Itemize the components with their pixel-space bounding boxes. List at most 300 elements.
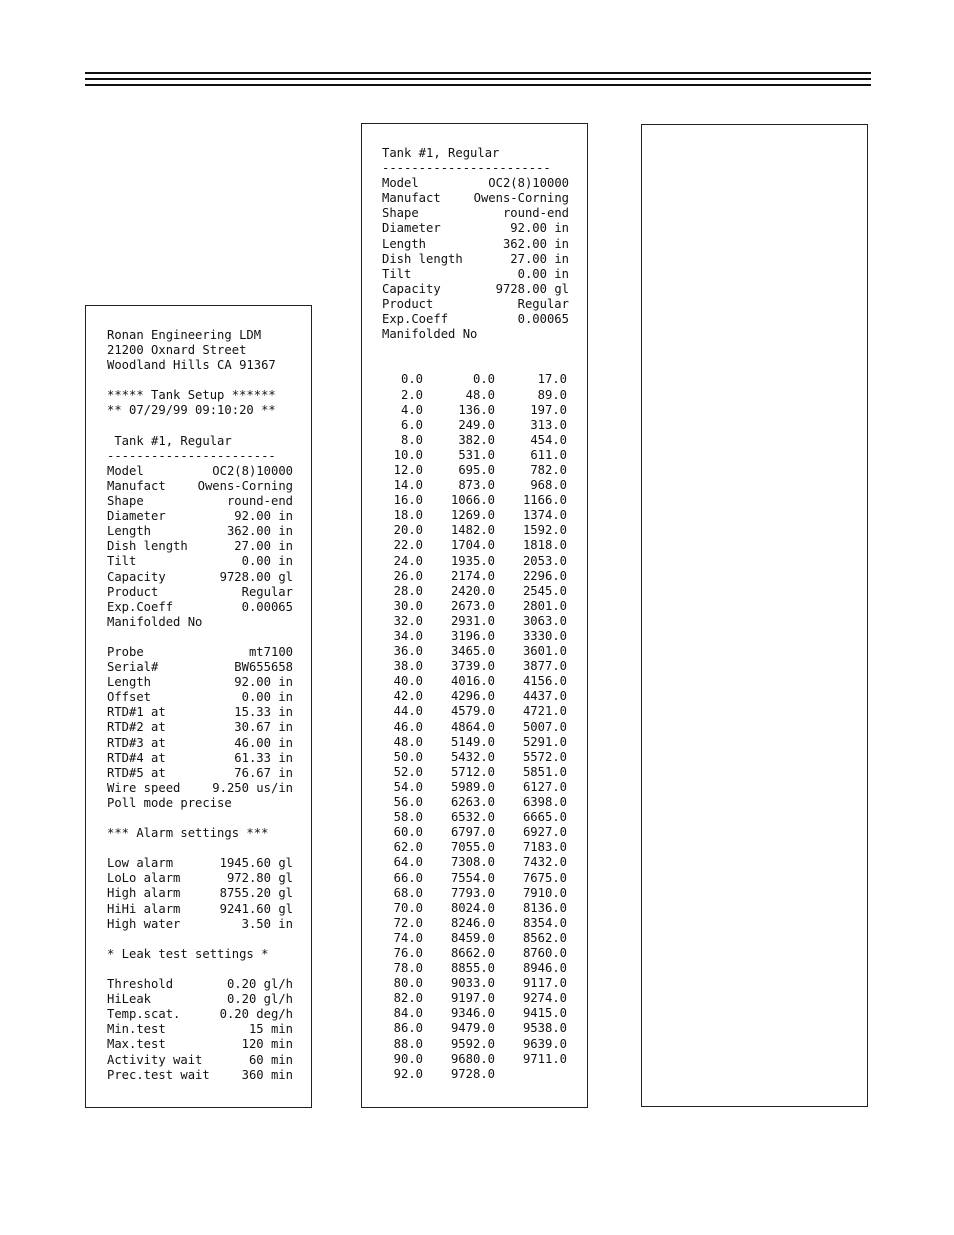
line-label: Min.test [107, 1022, 166, 1037]
level-table-row [382, 418, 569, 433]
plus0-cell: 9346.0 [450, 1006, 495, 1021]
level-table-row [382, 674, 569, 689]
plus1-cell: 611.0 [530, 447, 567, 462]
plus0-cell: 0.0 [472, 372, 495, 387]
printout-line [107, 509, 293, 524]
line-value: Regular [241, 584, 293, 599]
plus1-cell: 3877.0 [522, 659, 567, 674]
line-label: Length [107, 524, 152, 539]
line-label: Shape [107, 494, 144, 509]
printout-line [107, 434, 293, 449]
printout-line [382, 176, 569, 191]
plus0-cell: 1935.0 [450, 553, 495, 568]
header-rule-2 [85, 78, 871, 80]
level-cell: 10.0 [393, 447, 423, 462]
plus1-cell: 7432.0 [522, 855, 567, 870]
printout-line [107, 886, 293, 901]
plus1-cell: 8354.0 [522, 915, 567, 930]
line-value: 30.67 in [234, 720, 293, 735]
level-cell: 18.0 [393, 508, 423, 523]
line-value: 0.00 in [517, 266, 569, 281]
level-cell: 56.0 [393, 795, 423, 810]
line-label: Prec.test wait [107, 1067, 210, 1082]
line-value: Regular [517, 296, 569, 311]
line-label: RTD#3 at [107, 735, 166, 750]
level-table-row [382, 614, 569, 629]
level-table-row [382, 689, 569, 704]
plus1-cell: 3330.0 [522, 629, 567, 643]
plus0-cell: 5989.0 [450, 779, 495, 794]
level-cell: 0.0 [400, 372, 423, 387]
printout-line [107, 675, 293, 690]
printout-line [382, 312, 569, 327]
line-label: Wire speed [107, 780, 181, 795]
line-value: 362.00 in [226, 524, 293, 539]
level-cell: 4.0 [400, 402, 423, 417]
line-value: 60 min [248, 1052, 293, 1067]
plus1-cell: 89.0 [537, 387, 567, 402]
line-label: Low alarm [107, 856, 174, 871]
printout-line [107, 464, 293, 479]
line-label: RTD#1 at [107, 705, 166, 720]
printout-line [107, 554, 293, 569]
plus1-cell: 4721.0 [522, 704, 567, 719]
level-table-row [382, 720, 569, 735]
plus0-cell: 7055.0 [450, 840, 495, 855]
printout-line [107, 358, 293, 373]
line-label: Tank #1, Regular [107, 433, 232, 448]
line-label: * Leak test settings * [107, 946, 269, 961]
level-table-row [382, 508, 569, 523]
level-table-row [382, 554, 569, 569]
plus0-cell: 249.0 [458, 417, 495, 432]
plus1-cell: 9415.0 [522, 1006, 567, 1021]
level-cell: 54.0 [393, 779, 423, 794]
plus1-cell: 5572.0 [522, 749, 567, 764]
level-table-row [382, 523, 569, 538]
level-cell: 66.0 [393, 870, 423, 885]
level-table-row [382, 704, 569, 719]
plus1-cell: 4156.0 [522, 674, 567, 689]
level-table-row [382, 629, 569, 644]
plus0-cell: 9197.0 [450, 991, 495, 1006]
plus1-cell: 17.0 [537, 372, 567, 387]
printout-line [107, 690, 293, 705]
line-value: 61.33 in [234, 750, 293, 765]
printout-line [382, 161, 569, 176]
printout-line [382, 282, 569, 297]
plus0-cell: 2420.0 [450, 583, 495, 598]
printout-line [107, 1022, 293, 1037]
printout-line [107, 1007, 293, 1022]
plus1-cell: 4437.0 [522, 689, 567, 704]
line-value: 0.20 gl/h [226, 977, 293, 992]
line-label: *** Alarm settings *** [107, 826, 269, 841]
printout-line [382, 206, 569, 221]
level-table-row [382, 403, 569, 418]
plus0-cell: 7308.0 [450, 855, 495, 870]
printout-line [107, 917, 293, 932]
level-table-row [382, 765, 569, 780]
plus1-cell: 9639.0 [522, 1036, 567, 1051]
printout-line [107, 630, 293, 645]
level-table-row [382, 931, 569, 946]
level-table-row [382, 1006, 569, 1021]
line-label: Exp.Coeff [107, 599, 174, 614]
line-label: Product [382, 296, 434, 311]
printout-line [107, 781, 293, 796]
line-label: ----------------------- [107, 448, 276, 463]
line-value: 0.00 in [241, 690, 293, 705]
plus0-cell: 2931.0 [450, 613, 495, 628]
plus1-cell: 9538.0 [522, 1021, 567, 1036]
plus1-cell: 5291.0 [522, 734, 567, 749]
plus1-cell: 454.0 [530, 432, 567, 447]
printout-line [107, 494, 293, 509]
line-value: Owens-Corning [197, 478, 293, 493]
level-cell: 14.0 [393, 478, 423, 493]
line-label: 21200 Oxnard Street [107, 343, 247, 358]
plus0-cell: 9728.0 [450, 1066, 495, 1081]
level-cell: 40.0 [393, 674, 423, 689]
printout-line [382, 221, 569, 236]
printout-line [107, 449, 293, 464]
level-table-row [382, 372, 569, 387]
plus1-cell: 6127.0 [522, 779, 567, 794]
line-value: 15 min [248, 1022, 293, 1037]
level-cell: 58.0 [393, 810, 423, 825]
line-label: Poll mode precise [107, 795, 232, 810]
printout-line [107, 403, 293, 418]
line-label: Woodland Hills CA 91367 [107, 358, 276, 373]
plus0-cell: 531.0 [458, 447, 495, 462]
plus0-cell: 136.0 [458, 402, 495, 417]
level-table-row [382, 478, 569, 493]
level-table-row [382, 840, 569, 855]
line-label: Probe [107, 644, 144, 659]
line-label: HiHi alarm [107, 901, 181, 916]
level-table-row [382, 901, 569, 916]
plus0-cell: 9033.0 [450, 976, 495, 991]
printout-line [107, 977, 293, 992]
line-label: Capacity [382, 281, 441, 296]
level-cell: 88.0 [393, 1036, 423, 1051]
printout-line [382, 146, 569, 161]
line-label: Offset [107, 690, 152, 705]
line-value: 0.00065 [241, 599, 293, 614]
line-label: Tilt [107, 554, 137, 569]
line-value: 76.67 in [234, 765, 293, 780]
printout-line [107, 932, 293, 947]
plus0-cell: 6797.0 [450, 825, 495, 840]
printout-line [107, 720, 293, 735]
plus0-cell: 5712.0 [450, 764, 495, 779]
plus1-cell: 313.0 [530, 417, 567, 432]
level-table-row [382, 991, 569, 1006]
line-value: 92.00 in [234, 675, 293, 690]
plus1-cell: 3601.0 [522, 644, 567, 659]
plus1-cell: 8136.0 [522, 900, 567, 915]
plus0-cell: 6263.0 [450, 795, 495, 810]
blank-printout-panel [641, 124, 868, 1107]
printout-line [107, 615, 293, 630]
plus0-cell: 6532.0 [450, 810, 495, 825]
printout-line [107, 1068, 293, 1083]
level-cell: 68.0 [393, 885, 423, 900]
tank-strapping-lines [382, 146, 569, 1082]
line-value: 92.00 in [510, 221, 569, 236]
plus0-cell: 3196.0 [450, 629, 495, 643]
printout-line [107, 524, 293, 539]
printout-line [107, 826, 293, 841]
printout-line [382, 327, 569, 342]
level-cell: 48.0 [393, 734, 423, 749]
level-table-row [382, 433, 569, 448]
level-cell: 50.0 [393, 749, 423, 764]
level-cell: 22.0 [393, 538, 423, 553]
printout-line [107, 871, 293, 886]
level-cell: 80.0 [393, 976, 423, 991]
line-label: Diameter [107, 509, 166, 524]
level-cell: 34.0 [393, 629, 423, 643]
line-label: Max.test [107, 1037, 166, 1052]
line-label: Dish length [382, 251, 463, 266]
plus0-cell: 7793.0 [450, 885, 495, 900]
line-value: 8755.20 gl [219, 886, 293, 901]
level-table-row [382, 735, 569, 750]
level-table-row [382, 448, 569, 463]
line-value: Owens-Corning [473, 191, 569, 206]
header-rule-3 [85, 84, 871, 86]
line-value: 9.250 us/in [212, 780, 293, 795]
level-cell: 76.0 [393, 945, 423, 960]
line-label: High water [107, 916, 181, 931]
level-table-row [382, 795, 569, 810]
line-value: mt7100 [248, 644, 293, 659]
printout-line [107, 751, 293, 766]
printout-line [107, 419, 293, 434]
level-cell: 84.0 [393, 1006, 423, 1021]
line-label: ** 07/29/99 09:10:20 ** [107, 403, 276, 418]
level-cell: 6.0 [400, 417, 423, 432]
level-cell: 70.0 [393, 900, 423, 915]
level-cell: 36.0 [393, 644, 423, 659]
plus1-cell: 7910.0 [522, 885, 567, 900]
plus0-cell: 1482.0 [450, 523, 495, 538]
plus1-cell: 3063.0 [522, 613, 567, 628]
level-table-row [382, 750, 569, 765]
line-label: RTD#5 at [107, 765, 166, 780]
level-table-row [382, 569, 569, 584]
printout-line [107, 539, 293, 554]
plus0-cell: 9680.0 [450, 1051, 495, 1066]
plus1-cell: 2053.0 [522, 553, 567, 568]
printout-line [382, 267, 569, 282]
level-cell: 2.0 [400, 387, 423, 402]
plus1-cell: 1374.0 [522, 508, 567, 523]
printout-line [107, 660, 293, 675]
line-value: 0.00065 [517, 312, 569, 327]
plus0-cell: 4016.0 [450, 674, 495, 689]
plus0-cell: 1704.0 [450, 538, 495, 553]
line-value: 362.00 in [502, 236, 569, 251]
level-table-row [382, 1021, 569, 1036]
level-cell: 16.0 [393, 493, 423, 508]
plus0-cell: 9592.0 [450, 1036, 495, 1051]
level-table-row [382, 659, 569, 674]
level-table-row [382, 1067, 569, 1082]
printout-line [107, 373, 293, 388]
line-value: 9241.60 gl [219, 901, 293, 916]
level-table-row [382, 825, 569, 840]
line-value: 15.33 in [234, 705, 293, 720]
level-cell: 92.0 [393, 1066, 423, 1081]
line-value: round-end [226, 494, 293, 509]
printout-line [107, 705, 293, 720]
line-value: 27.00 in [234, 539, 293, 554]
tank-strapping-printout [361, 123, 588, 1108]
plus1-cell: 1166.0 [522, 493, 567, 508]
level-cell: 82.0 [393, 991, 423, 1006]
plus1-cell: 8946.0 [522, 961, 567, 976]
level-table-row [382, 644, 569, 659]
plus0-cell: 2174.0 [450, 568, 495, 583]
printout-line [107, 479, 293, 494]
line-label: Exp.Coeff [382, 312, 449, 327]
level-cell: 90.0 [393, 1051, 423, 1066]
printout-line [107, 766, 293, 781]
line-label: Manufact [107, 478, 166, 493]
printout-line [107, 841, 293, 856]
level-cell: 72.0 [393, 915, 423, 930]
plus0-cell: 382.0 [458, 432, 495, 447]
plus1-cell: 9711.0 [522, 1051, 567, 1066]
level-cell: 64.0 [393, 855, 423, 870]
line-label: RTD#2 at [107, 720, 166, 735]
level-table-row [382, 1052, 569, 1067]
level-cell: 30.0 [393, 598, 423, 613]
line-value: 92.00 in [234, 509, 293, 524]
plus0-cell: 873.0 [458, 478, 495, 493]
line-label: Dish length [107, 539, 188, 554]
line-label: ***** Tank Setup ****** [107, 388, 276, 403]
line-value: 27.00 in [510, 251, 569, 266]
plus1-cell: 2545.0 [522, 583, 567, 598]
plus1-cell: 1818.0 [522, 538, 567, 553]
level-cell: 46.0 [393, 719, 423, 734]
line-label: HiLeak [107, 992, 152, 1007]
line-label: Diameter [382, 221, 441, 236]
line-value: OC2(8)10000 [212, 463, 293, 478]
printout-line [382, 297, 569, 312]
level-table-row [382, 463, 569, 478]
line-label: RTD#4 at [107, 750, 166, 765]
level-cell: 26.0 [393, 568, 423, 583]
line-value: BW655658 [234, 660, 293, 675]
level-table-header [382, 357, 569, 372]
printout-line [107, 1037, 293, 1052]
level-cell: 74.0 [393, 930, 423, 945]
line-value: 0.20 deg/h [219, 1007, 293, 1022]
plus1-cell: 6927.0 [522, 825, 567, 840]
line-label: Serial# [107, 660, 159, 675]
line-label: Shape [382, 206, 419, 221]
printout-line [382, 191, 569, 206]
tank-setup-lines [107, 328, 293, 1083]
line-label: Manifolded No [107, 614, 203, 629]
printout-line [107, 796, 293, 811]
plus0-cell: 8855.0 [450, 961, 495, 976]
plus0-cell: 3465.0 [450, 644, 495, 659]
line-label: Manufact [382, 191, 441, 206]
plus1-cell: 968.0 [530, 478, 567, 493]
plus0-cell: 4864.0 [450, 719, 495, 734]
printout-line [107, 856, 293, 871]
printout-line [382, 237, 569, 252]
line-value: round-end [502, 206, 569, 221]
plus0-cell: 8662.0 [450, 945, 495, 960]
plus1-cell: 2801.0 [522, 598, 567, 613]
printout-line [382, 252, 569, 267]
plus0-cell: 1269.0 [450, 508, 495, 523]
level-cell: 32.0 [393, 613, 423, 628]
printout-line [107, 992, 293, 1007]
level-table-row [382, 493, 569, 508]
line-label: Manifolded No [382, 327, 478, 342]
level-table-row [382, 810, 569, 825]
printout-line [107, 600, 293, 615]
line-label: Tank #1, Regular [382, 146, 500, 160]
printout-line [107, 645, 293, 660]
printout-line [107, 736, 293, 751]
line-value: 3.50 in [241, 916, 293, 931]
header-rule-1 [85, 72, 871, 74]
plus1-cell: 8760.0 [522, 945, 567, 960]
line-label: Model [107, 463, 144, 478]
plus1-cell: 9117.0 [522, 976, 567, 991]
line-value: OC2(8)10000 [488, 176, 569, 191]
level-cell: 52.0 [393, 764, 423, 779]
level-cell: 28.0 [393, 583, 423, 598]
printout-line [107, 388, 293, 403]
line-label: High alarm [107, 886, 181, 901]
printout-line [107, 902, 293, 917]
line-label: Length [382, 236, 427, 251]
plus0-cell: 695.0 [458, 462, 495, 477]
level-table-row [382, 946, 569, 961]
level-table-row [382, 584, 569, 599]
level-table-row [382, 961, 569, 976]
plus1-cell: 6398.0 [522, 795, 567, 810]
printout-line [382, 342, 569, 357]
level-cell: 8.0 [400, 432, 423, 447]
line-value: 0.00 in [241, 554, 293, 569]
plus1-cell: 1592.0 [522, 523, 567, 538]
plus0-cell: 8024.0 [450, 900, 495, 915]
line-label: Tilt [382, 266, 412, 281]
plus1-cell: 6665.0 [522, 810, 567, 825]
line-label: Threshold [107, 977, 174, 992]
line-value: 46.00 in [234, 735, 293, 750]
printout-line [107, 947, 293, 962]
level-cell: 24.0 [393, 553, 423, 568]
level-cell: 60.0 [393, 825, 423, 840]
printout-line [107, 811, 293, 826]
plus1-cell: 7675.0 [522, 870, 567, 885]
level-cell: 20.0 [393, 523, 423, 538]
line-value: 0.20 gl/h [226, 992, 293, 1007]
plus1-cell: 2296.0 [522, 568, 567, 583]
